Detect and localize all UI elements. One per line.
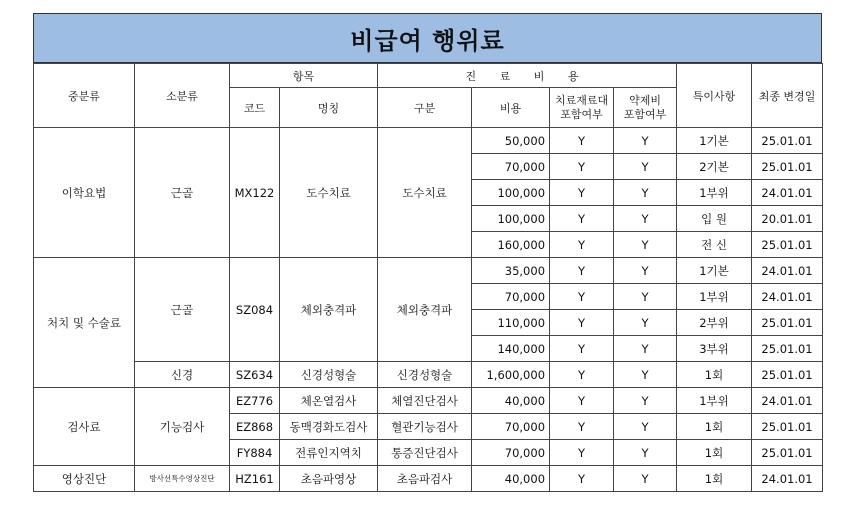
drug-cell: Y (614, 414, 677, 440)
remark-cell: 1부위 (677, 180, 752, 206)
item-category: 혈관기능검사 (378, 414, 472, 440)
table-row (34, 388, 823, 414)
cost-cell: 70,000 (472, 414, 550, 440)
material-cell: Y (550, 284, 614, 310)
material-cell: Y (550, 154, 614, 180)
header-cost-group: 진 료 비 용 (378, 64, 677, 88)
material-cell: Y (550, 440, 614, 466)
cost-cell: 160,000 (472, 232, 550, 258)
item-code: FY884 (230, 440, 280, 466)
header-major: 중분류 (34, 64, 135, 128)
drug-cell: Y (614, 440, 677, 466)
subgroup-muscle: 근골 (135, 258, 230, 362)
date-cell: 25.01.01 (752, 232, 823, 258)
cost-cell: 40,000 (472, 388, 550, 414)
header-material-included: 치료재료대 포함여부 (550, 88, 614, 128)
item-name: 초음파영상 (280, 466, 378, 492)
drug-cell: Y (614, 206, 677, 232)
header-code: 코드 (230, 88, 280, 128)
header-last-changed: 최종 변경일 (752, 64, 823, 128)
header-name: 명칭 (280, 88, 378, 128)
item-code: HZ161 (230, 466, 280, 492)
remark-cell: 1부위 (677, 284, 752, 310)
subgroup-nerve: 신경 (135, 362, 230, 388)
material-cell: Y (550, 414, 614, 440)
subgroup-muscle: 근골 (135, 128, 230, 258)
item-code: MX122 (230, 128, 280, 258)
header-item-group: 항목 (230, 64, 378, 88)
remark-cell: 1회 (677, 414, 752, 440)
table-row (34, 128, 823, 154)
header-minor: 소분류 (135, 64, 230, 128)
remark-cell: 전 신 (677, 232, 752, 258)
date-cell: 24.01.01 (752, 284, 823, 310)
drug-cell: Y (614, 466, 677, 492)
group-exam: 검사료 (34, 388, 135, 466)
item-name: 도수치료 (280, 128, 378, 258)
table-row (34, 466, 823, 492)
drug-cell: Y (614, 362, 677, 388)
fee-sheet (33, 13, 822, 492)
item-category: 체외충격파 (378, 258, 472, 362)
remark-cell: 1기본 (677, 128, 752, 154)
date-cell: 24.01.01 (752, 466, 823, 492)
fee-table (33, 63, 823, 492)
subgroup-radiology: 방사선특수영상진단 (135, 466, 230, 492)
cost-cell: 100,000 (472, 180, 550, 206)
cost-cell: 70,000 (472, 284, 550, 310)
remark-cell: 2부위 (677, 310, 752, 336)
group-rehab: 이학요법 (34, 128, 135, 258)
material-cell: Y (550, 180, 614, 206)
cost-cell: 70,000 (472, 440, 550, 466)
cost-cell: 40,000 (472, 466, 550, 492)
group-imaging: 영상진단 (34, 466, 135, 492)
group-procedure: 처치 및 수술료 (34, 258, 135, 388)
drug-cell: Y (614, 128, 677, 154)
date-cell: 25.01.01 (752, 362, 823, 388)
item-code: SZ634 (230, 362, 280, 388)
remark-cell: 2기본 (677, 154, 752, 180)
cost-cell: 50,000 (472, 128, 550, 154)
drug-cell: Y (614, 180, 677, 206)
remark-cell: 입 원 (677, 206, 752, 232)
table-row (34, 362, 823, 388)
date-cell: 25.01.01 (752, 440, 823, 466)
cost-cell: 35,000 (472, 258, 550, 284)
material-cell: Y (550, 388, 614, 414)
page-title: 비급여 행위료 (33, 13, 822, 63)
drug-cell: Y (614, 310, 677, 336)
date-cell: 24.01.01 (752, 258, 823, 284)
date-cell: 25.01.01 (752, 310, 823, 336)
header-category: 구분 (378, 88, 472, 128)
item-category: 도수치료 (378, 128, 472, 258)
date-cell: 24.01.01 (752, 388, 823, 414)
date-cell: 25.01.01 (752, 154, 823, 180)
date-cell: 25.01.01 (752, 128, 823, 154)
material-cell: Y (550, 336, 614, 362)
material-cell: Y (550, 232, 614, 258)
item-name: 동맥경화도검사 (280, 414, 378, 440)
date-cell: 24.01.01 (752, 180, 823, 206)
item-name: 체외충격파 (280, 258, 378, 362)
item-code: EZ868 (230, 414, 280, 440)
drug-cell: Y (614, 284, 677, 310)
item-name: 전류인지역치 (280, 440, 378, 466)
remark-cell: 1회 (677, 466, 752, 492)
header-drug-included: 약제비 포함여부 (614, 88, 677, 128)
item-name: 체온열검사 (280, 388, 378, 414)
item-code: SZ084 (230, 258, 280, 362)
item-name: 신경성형술 (280, 362, 378, 388)
material-cell: Y (550, 258, 614, 284)
subgroup-function: 기능검사 (135, 388, 230, 466)
item-category: 통증진단검사 (378, 440, 472, 466)
item-code: EZ776 (230, 388, 280, 414)
item-category: 체열진단검사 (378, 388, 472, 414)
cost-cell: 140,000 (472, 336, 550, 362)
remark-cell: 1기본 (677, 258, 752, 284)
remark-cell: 1부위 (677, 388, 752, 414)
remark-cell: 1회 (677, 362, 752, 388)
header-cost: 비용 (472, 88, 550, 128)
drug-cell: Y (614, 258, 677, 284)
cost-cell: 70,000 (472, 154, 550, 180)
drug-cell: Y (614, 232, 677, 258)
material-cell: Y (550, 128, 614, 154)
material-cell: Y (550, 466, 614, 492)
cost-cell: 100,000 (472, 206, 550, 232)
drug-cell: Y (614, 154, 677, 180)
table-row (34, 258, 823, 284)
material-cell: Y (550, 206, 614, 232)
material-cell: Y (550, 362, 614, 388)
date-cell: 25.01.01 (752, 336, 823, 362)
remark-cell: 1회 (677, 440, 752, 466)
drug-cell: Y (614, 388, 677, 414)
drug-cell: Y (614, 336, 677, 362)
material-cell: Y (550, 310, 614, 336)
item-category: 초음파검사 (378, 466, 472, 492)
cost-cell: 110,000 (472, 310, 550, 336)
header-remarks: 특이사항 (677, 64, 752, 128)
remark-cell: 3부위 (677, 336, 752, 362)
date-cell: 20.01.01 (752, 206, 823, 232)
item-category: 신경성형술 (378, 362, 472, 388)
cost-cell: 1,600,000 (472, 362, 550, 388)
date-cell: 25.01.01 (752, 414, 823, 440)
